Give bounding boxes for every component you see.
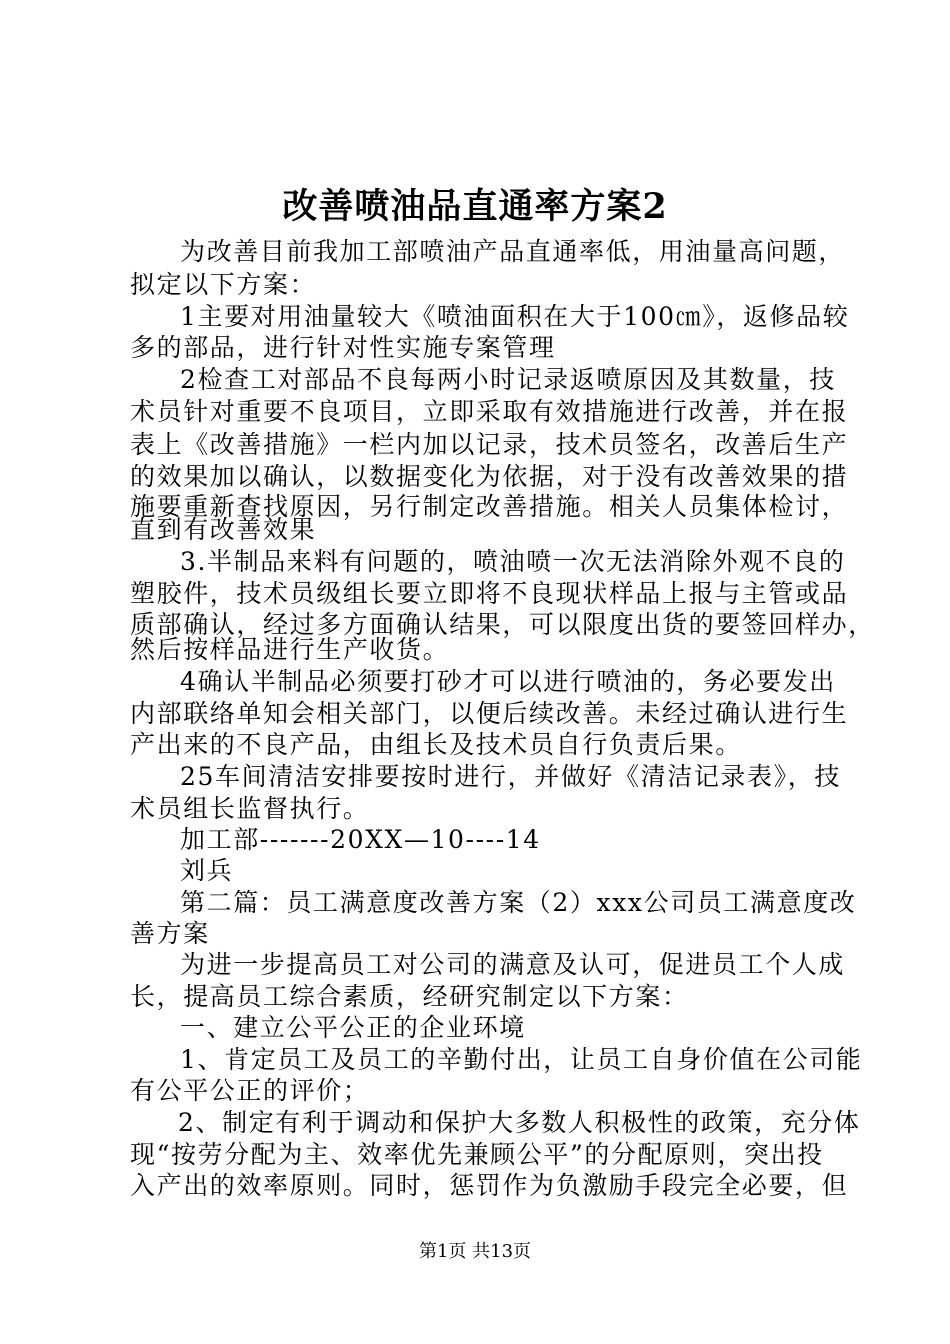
body-line: 善方案 (130, 919, 210, 948)
body-line: 长，提高员工综合素质，经研究制定以下方案： (130, 982, 689, 1011)
body-line: 加工部-------20XX—10----14 (180, 825, 541, 854)
body-line: 2、制定有利于调动和保护大多数人积极性的政策，充分体 (178, 1108, 861, 1137)
body-line: 拟定以下方案： (130, 270, 317, 299)
body-line: 2检查工对部品不良每两小时记录返喷原因及其数量，技 (180, 365, 836, 394)
body-line: 4确认半制品必须要打砂才可以进行喷油的，务必要发出 (180, 667, 836, 696)
body-line: 施要重新查找原因，另行制定改善措施。相关人员集体检讨， (130, 492, 849, 521)
body-line: 内部联络单知会相关部门，以便后续改善。未经过确认进行生 (130, 699, 849, 728)
body-line: 塑胶件，技术员级组长要立即将不良现状样品上报与主管或品 (130, 579, 849, 608)
body-line: 入产出的效率原则。同时，惩罚作为负激励手段完全必要，但 (130, 1171, 849, 1200)
body-line: 25车间清洁安排要按时进行，并做好《清洁记录表》，技 (180, 762, 841, 791)
document-title: 改善喷油品直通率方案2 (282, 186, 668, 227)
body-line: 有公平公正的评价； (130, 1076, 370, 1105)
body-line: 为改善目前我加工部喷油产品直通率低，用油量高问题， (180, 237, 846, 266)
body-line: 1主要对用油量较大《喷油面积在大于100㎝》，返修品较 (180, 302, 850, 331)
body-line: 术员针对重要不良项目，立即采取有效措施进行改善，并在报 (130, 397, 849, 426)
body-line: 1、肯定员工及员工的辛勤付出，让员工自身价值在公司能 (180, 1045, 863, 1074)
body-line: 术员组长监督执行。 (130, 794, 370, 823)
body-line: 第二篇：员工满意度改善方案（2）xxx公司员工满意度改 (180, 888, 857, 917)
body-line: 一、建立公平公正的企业环境 (180, 1013, 526, 1042)
body-line: 为进一步提高员工对公司的满意及认可，促进员工个人成 (180, 950, 846, 979)
body-line: 质部确认，经过多方面确认结果，可以限度出货的要签回样办， (130, 610, 875, 639)
body-line: 刘兵 (180, 856, 234, 885)
body-line: 产出来的不良产品，由组长及技术员自行负责后果。 (130, 730, 742, 759)
body-line: 3.半制品来料有问题的，喷油喷一次无法消除外观不良的 (180, 547, 846, 576)
body-line: 的效果加以确认，以数据变化为依据，对于没有改善效果的措 (130, 462, 849, 491)
body-line: 然后按样品进行生产收货。 (130, 635, 450, 664)
page-number-footer: 第1页 共13页 (418, 1241, 532, 1262)
body-line: 多的部品，进行针对性实施专案管理 (130, 333, 556, 362)
body-line: 现“按劳分配为主、效率优先兼顾公平”的分配原则，突出投 (130, 1140, 824, 1169)
body-line: 表上《改善措施》一栏内加以记录，技术员签名，改善后生产 (130, 430, 849, 459)
body-line: 直到有改善效果 (130, 515, 317, 544)
